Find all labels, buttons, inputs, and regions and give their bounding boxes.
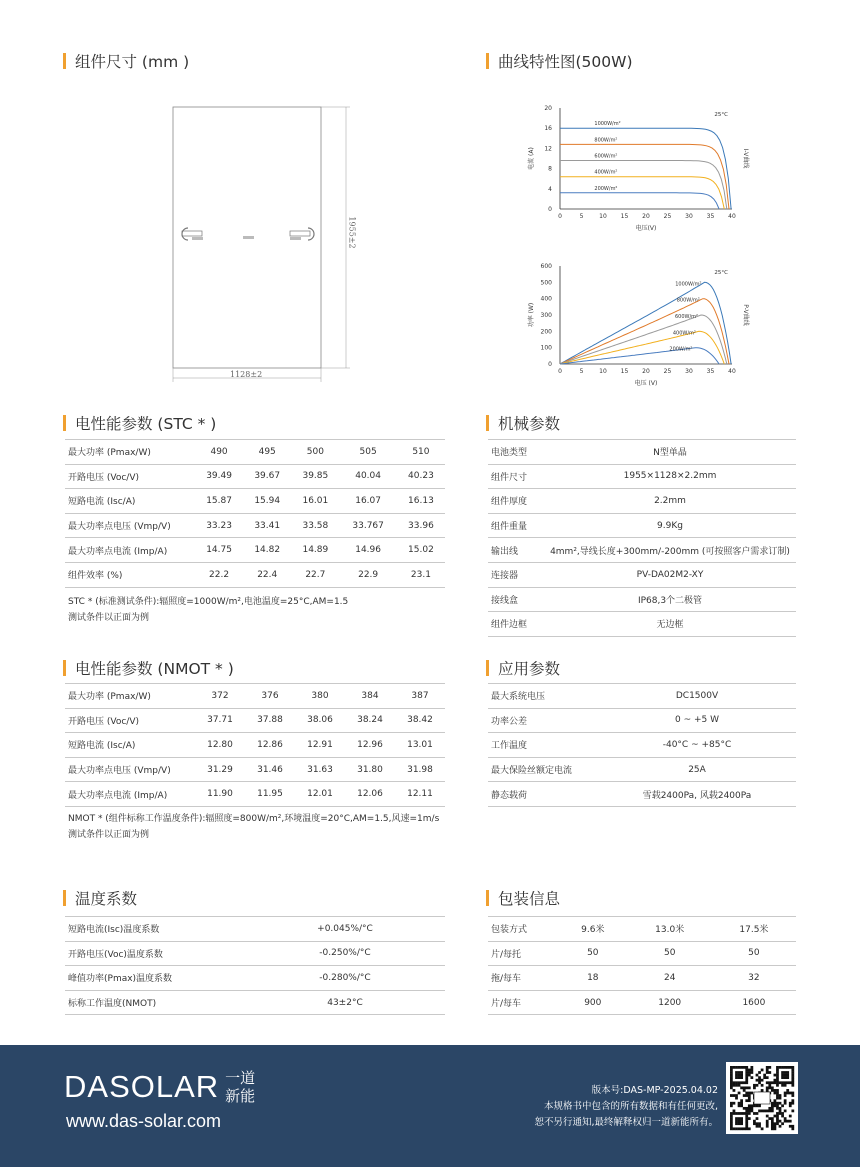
- section-title-application: [486, 657, 560, 679]
- nmot-note-line: NMOT * (组件标称工作温度条件):辐照度=800W/m²,环境温度=20°C,AM=1.5,风速=1m/s: [68, 814, 440, 824]
- footer: [0, 1045, 860, 1167]
- row-label: 输出线: [488, 538, 544, 563]
- cell-value: 39.85: [291, 464, 339, 489]
- cell-value: 16.07: [339, 489, 396, 514]
- y-axis-label: 功率 (W): [528, 302, 535, 328]
- row-label: 组件边框: [488, 612, 544, 637]
- table-row: [65, 990, 445, 1015]
- x-tick-label: 25: [663, 213, 672, 220]
- section-title-packaging: [486, 887, 560, 909]
- cell-value: 1600: [712, 990, 796, 1015]
- table-row: [488, 464, 796, 489]
- series-line: [560, 128, 731, 209]
- table-row: [488, 990, 796, 1015]
- cell-value: 无边框: [544, 612, 796, 637]
- x-tick-label: 30: [685, 368, 693, 375]
- cell-value: 37.88: [245, 708, 295, 733]
- y-axis-label: 电流 (A): [528, 147, 535, 170]
- series-label: 600W/m²: [674, 314, 699, 320]
- logo-cn-top: 一道: [225, 1069, 256, 1087]
- table-row: [65, 513, 445, 538]
- cell-value: 17.5米: [712, 917, 796, 942]
- series-label: 1000W/m²: [675, 281, 702, 288]
- cell-value: 22.9: [339, 562, 396, 587]
- table-row: [488, 562, 796, 587]
- section-title-text: 曲线特性图(500W): [498, 53, 633, 71]
- cell-value: 39.67: [243, 464, 291, 489]
- nmot-table: [65, 683, 445, 807]
- y-tick-label: 0: [548, 361, 552, 368]
- height-dimension-label: 1955±2: [347, 216, 357, 249]
- y-tick-label: 400: [540, 295, 552, 303]
- series-label: 400W/m²: [672, 330, 696, 337]
- cell-value: 1955×1128×2.2mm: [544, 464, 796, 489]
- table-row: [488, 782, 796, 807]
- cell-value: 22.7: [291, 562, 339, 587]
- cell-value: 12.01: [295, 782, 345, 807]
- table-row: [488, 612, 796, 637]
- stc-note-line: 测试条件以正面为例: [68, 613, 150, 623]
- series-line: [560, 193, 719, 209]
- cell-value: 372: [195, 684, 245, 709]
- cell-value: 31.46: [245, 757, 295, 782]
- table-row: [488, 684, 796, 709]
- title-accent-bar: [63, 415, 66, 431]
- pv-curve-chart: [520, 257, 760, 395]
- title-accent-bar: [486, 415, 489, 431]
- table-row: [65, 489, 445, 514]
- cell-value: 15.87: [195, 489, 243, 514]
- cell-value: 33.96: [397, 513, 445, 538]
- packaging-table: [488, 916, 796, 1015]
- y-tick-label: 0: [548, 206, 552, 213]
- series-label: 800W/m²: [594, 137, 618, 144]
- row-label: 拖/每车: [488, 966, 558, 991]
- table-row: [65, 684, 445, 709]
- x-tick-label: 10: [599, 368, 607, 375]
- y-tick-label: 100: [540, 344, 552, 352]
- cell-value: 31.29: [195, 757, 245, 782]
- x-tick-label: 5: [579, 213, 584, 220]
- cell-value: 380: [295, 684, 345, 709]
- section-title-text: 机械参数: [498, 415, 561, 433]
- x-tick-label: 15: [620, 213, 629, 220]
- cell-value: 50: [628, 941, 712, 966]
- y-tick-label: 300: [540, 312, 552, 319]
- y-tick-label: 12: [544, 145, 552, 153]
- title-accent-bar: [486, 890, 489, 906]
- section-title-temperature: [63, 887, 137, 909]
- chart-side-label: I-V曲线: [742, 148, 749, 169]
- x-tick-label: 20: [642, 213, 650, 220]
- brand-logo: [64, 1069, 255, 1105]
- cell-value: 490: [195, 440, 243, 465]
- section-title-stc: [63, 412, 216, 434]
- row-label: 工作温度: [488, 733, 598, 758]
- section-title-dimensions: [63, 50, 189, 72]
- title-accent-bar: [486, 53, 489, 69]
- cell-value: 33.41: [243, 513, 291, 538]
- cell-value: 500: [291, 440, 339, 465]
- cell-value: 376: [245, 684, 295, 709]
- series-label: 400W/m²: [594, 169, 618, 176]
- table-row: [488, 966, 796, 991]
- cell-value: 505: [339, 440, 396, 465]
- section-title-text: 应用参数: [498, 660, 561, 678]
- logo-cn-bottom: 新能: [225, 1087, 256, 1105]
- table-row: [65, 917, 445, 942]
- cell-value: 2.2mm: [544, 489, 796, 514]
- cell-value: 雪载2400Pa, 风载2400Pa: [598, 782, 796, 807]
- cell-value: 9.9Kg: [544, 513, 796, 538]
- series-line: [560, 161, 727, 210]
- row-label: 短路电流(Isc)温度系数: [65, 917, 245, 942]
- y-tick-label: 500: [540, 279, 552, 287]
- junction-box-center: [243, 236, 254, 239]
- cell-value: 40.04: [339, 464, 396, 489]
- row-label: 开路电压 (Voc/V): [65, 708, 195, 733]
- table-row: [488, 538, 796, 563]
- cell-value: 31.63: [295, 757, 345, 782]
- module-dimension-drawing: [168, 100, 368, 385]
- application-table: [488, 683, 796, 807]
- row-label: 电池类型: [488, 440, 544, 465]
- website-link[interactable]: www.das-solar.com: [66, 1111, 222, 1131]
- cell-value: 50: [558, 941, 628, 966]
- nmot-note-line: 测试条件以正面为例: [68, 830, 150, 840]
- cell-value: PV-DA02M2-XY: [544, 562, 796, 587]
- row-label: 开路电压(Voc)温度系数: [65, 941, 245, 966]
- cell-value: 22.2: [195, 562, 243, 587]
- cell-value: 15.94: [243, 489, 291, 514]
- y-tick-label: 20: [544, 105, 552, 112]
- table-row: [65, 733, 445, 758]
- cell-value: 14.82: [243, 538, 291, 563]
- cell-value: 33.58: [291, 513, 339, 538]
- temperature-label: 25°C: [714, 270, 728, 276]
- table-row: [65, 538, 445, 563]
- logo-cn: [225, 1069, 255, 1105]
- cell-value: 14.89: [291, 538, 339, 563]
- version-number: 版本号:DAS-MP-2025.04.02: [591, 1085, 718, 1096]
- x-tick-label: 40: [728, 368, 736, 375]
- cell-value: 12.96: [345, 733, 395, 758]
- cell-value: 31.98: [395, 757, 445, 782]
- section-title-curves: [486, 50, 633, 72]
- cell-value: 23.1: [397, 562, 445, 587]
- table-row: [65, 757, 445, 782]
- table-row: [488, 587, 796, 612]
- row-label: 组件尺寸: [488, 464, 544, 489]
- temperature-label: 25°C: [714, 112, 728, 118]
- table-row: [488, 513, 796, 538]
- cell-value: +0.045%/°C: [245, 917, 445, 942]
- row-label: 最大功率 (Pmax/W): [65, 440, 195, 465]
- cell-value: -0.280%/°C: [245, 966, 445, 991]
- row-label: 最大系统电压: [488, 684, 598, 709]
- x-tick-label: 30: [685, 213, 693, 220]
- x-axis-label: 电压(V): [635, 225, 657, 232]
- row-label: 片/每车: [488, 990, 558, 1015]
- x-tick-label: 40: [728, 213, 736, 220]
- cell-value: 16.13: [397, 489, 445, 514]
- row-label: 接线盒: [488, 587, 544, 612]
- table-row: [488, 440, 796, 465]
- series-line: [560, 282, 731, 364]
- cell-value: 0 ~ +5 W: [598, 708, 796, 733]
- row-label: 最大功率 (Pmax/W): [65, 684, 195, 709]
- row-label: 组件厚度: [488, 489, 544, 514]
- stc-note-line: STC * (标准测试条件):辐照度=1000W/m²,电池温度=25°C,AM=1.5: [68, 597, 349, 607]
- y-tick-label: 8: [548, 165, 552, 173]
- cell-value: 25A: [598, 757, 796, 782]
- x-axis-label: 电压 (V): [634, 380, 658, 387]
- chart-side-label: P-V曲线: [742, 304, 749, 326]
- section-title-text: 温度系数: [75, 890, 138, 908]
- cell-value: 33.767: [339, 513, 396, 538]
- y-tick-label: 600: [540, 263, 552, 270]
- logo-wordmark: DASOLAR: [64, 1069, 220, 1104]
- table-row: [488, 708, 796, 733]
- table-row: [65, 708, 445, 733]
- title-accent-bar: [63, 660, 66, 676]
- disclaimer-line: 恕不另行通知,最终解释权归一道新能所有。: [534, 1117, 718, 1128]
- cell-value: 12.80: [195, 733, 245, 758]
- x-tick-label: 5: [579, 368, 584, 375]
- row-label: 最大保险丝额定电流: [488, 757, 598, 782]
- table-row: [65, 464, 445, 489]
- series-label: 200W/m²: [594, 185, 618, 192]
- cell-value: 12.91: [295, 733, 345, 758]
- y-tick-label: 200: [540, 328, 552, 336]
- x-tick-label: 10: [599, 213, 607, 220]
- cell-value: 900: [558, 990, 628, 1015]
- width-dimension-label: 1128±2: [230, 370, 263, 379]
- section-title-text: 电性能参数 (NMOT * ): [75, 660, 234, 678]
- section-title-text: 组件尺寸 (mm ): [75, 53, 190, 71]
- y-tick-label: 16: [544, 125, 552, 133]
- cell-value: 50: [712, 941, 796, 966]
- x-tick-label: 25: [663, 368, 672, 375]
- cell-value: -0.250%/°C: [245, 941, 445, 966]
- x-tick-label: 35: [706, 368, 715, 375]
- stc-note: [68, 594, 348, 626]
- cell-value: IP68,3个二极管: [544, 587, 796, 612]
- x-tick-label: 35: [706, 213, 715, 220]
- row-label: 最大功率点电压 (Vmp/V): [65, 757, 195, 782]
- cell-value: 31.80: [345, 757, 395, 782]
- x-tick-label: 0: [558, 368, 562, 375]
- cell-value: 495: [243, 440, 291, 465]
- cell-value: 387: [395, 684, 445, 709]
- cell-value: 14.96: [339, 538, 396, 563]
- cell-value: 12.06: [345, 782, 395, 807]
- section-title-text: 包装信息: [498, 890, 561, 908]
- series-label: 200W/m²: [669, 346, 693, 353]
- title-accent-bar: [63, 890, 66, 906]
- table-row: [65, 966, 445, 991]
- temperature-table: [65, 916, 445, 1015]
- series-label: 800W/m²: [676, 297, 700, 304]
- cell-value: 39.49: [195, 464, 243, 489]
- cell-value: 9.6米: [558, 917, 628, 942]
- cell-value: 18: [558, 966, 628, 991]
- row-label: 标称工作温度(NMOT): [65, 990, 245, 1015]
- cell-value: 38.06: [295, 708, 345, 733]
- cell-value: 16.01: [291, 489, 339, 514]
- table-row: [65, 941, 445, 966]
- series-label: 1000W/m²: [594, 121, 621, 128]
- cell-value: 384: [345, 684, 395, 709]
- cell-value: 1200: [628, 990, 712, 1015]
- cell-value: 15.02: [397, 538, 445, 563]
- section-title-nmot: [63, 657, 234, 679]
- row-label: 功率公差: [488, 708, 598, 733]
- cell-value: 13.0米: [628, 917, 712, 942]
- footer-info: [534, 1083, 718, 1131]
- row-label: 开路电压 (Voc/V): [65, 464, 195, 489]
- section-title-text: 电性能参数 (STC * ): [75, 415, 217, 433]
- cell-value: 11.95: [245, 782, 295, 807]
- nmot-note: [68, 811, 439, 843]
- stc-table: [65, 439, 445, 588]
- cell-value: 33.23: [195, 513, 243, 538]
- table-row: [488, 489, 796, 514]
- cell-value: 4mm²,导线长度+300mm/-200mm (可按照客户需求订制): [544, 538, 796, 563]
- series-label: 600W/m²: [594, 153, 618, 160]
- disclaimer-line: 本规格书中包含的所有数据和有任何更改,: [543, 1101, 718, 1112]
- table-row: [488, 917, 796, 942]
- table-row: [65, 782, 445, 807]
- cell-value: 12.11: [395, 782, 445, 807]
- cell-value: 14.75: [195, 538, 243, 563]
- row-label: 连接器: [488, 562, 544, 587]
- x-tick-label: 15: [620, 368, 629, 375]
- cell-value: 40.23: [397, 464, 445, 489]
- table-row: [488, 733, 796, 758]
- title-accent-bar: [63, 53, 66, 69]
- cell-value: N型单晶: [544, 440, 796, 465]
- junction-box-right: [290, 228, 314, 240]
- row-label: 短路电流 (Isc/A): [65, 733, 195, 758]
- x-tick-label: 0: [558, 213, 562, 220]
- cell-value: 38.42: [395, 708, 445, 733]
- row-label: 片/每托: [488, 941, 558, 966]
- cell-value: 510: [397, 440, 445, 465]
- cell-value: 24: [628, 966, 712, 991]
- cell-value: 11.90: [195, 782, 245, 807]
- row-label: 峰值功率(Pmax)温度系数: [65, 966, 245, 991]
- row-label: 组件重量: [488, 513, 544, 538]
- cell-value: 12.86: [245, 733, 295, 758]
- row-label: 包装方式: [488, 917, 558, 942]
- qr-code[interactable]: [726, 1062, 798, 1134]
- row-label: 最大功率点电流 (Imp/A): [65, 538, 195, 563]
- title-accent-bar: [486, 660, 489, 676]
- table-row: [65, 562, 445, 587]
- cell-value: -40°C ~ +85°C: [598, 733, 796, 758]
- mechanical-table: [488, 439, 796, 637]
- cell-value: 43±2°C: [245, 990, 445, 1015]
- cell-value: 32: [712, 966, 796, 991]
- cell-value: 37.71: [195, 708, 245, 733]
- cell-value: 22.4: [243, 562, 291, 587]
- cell-value: DC1500V: [598, 684, 796, 709]
- series-line: [560, 315, 727, 364]
- row-label: 组件效率 (%): [65, 562, 195, 587]
- y-tick-label: 4: [548, 185, 552, 193]
- row-label: 短路电流 (Isc/A): [65, 489, 195, 514]
- row-label: 最大功率点电压 (Vmp/V): [65, 513, 195, 538]
- table-row: [488, 941, 796, 966]
- row-label: 静态载荷: [488, 782, 598, 807]
- section-title-mechanical: [486, 412, 560, 434]
- iv-curve-chart: [520, 98, 760, 240]
- table-row: [65, 440, 445, 465]
- x-tick-label: 20: [642, 368, 650, 375]
- cell-value: 38.24: [345, 708, 395, 733]
- junction-box-left: [182, 228, 203, 240]
- cell-value: 13.01: [395, 733, 445, 758]
- row-label: 最大功率点电流 (Imp/A): [65, 782, 195, 807]
- table-row: [488, 757, 796, 782]
